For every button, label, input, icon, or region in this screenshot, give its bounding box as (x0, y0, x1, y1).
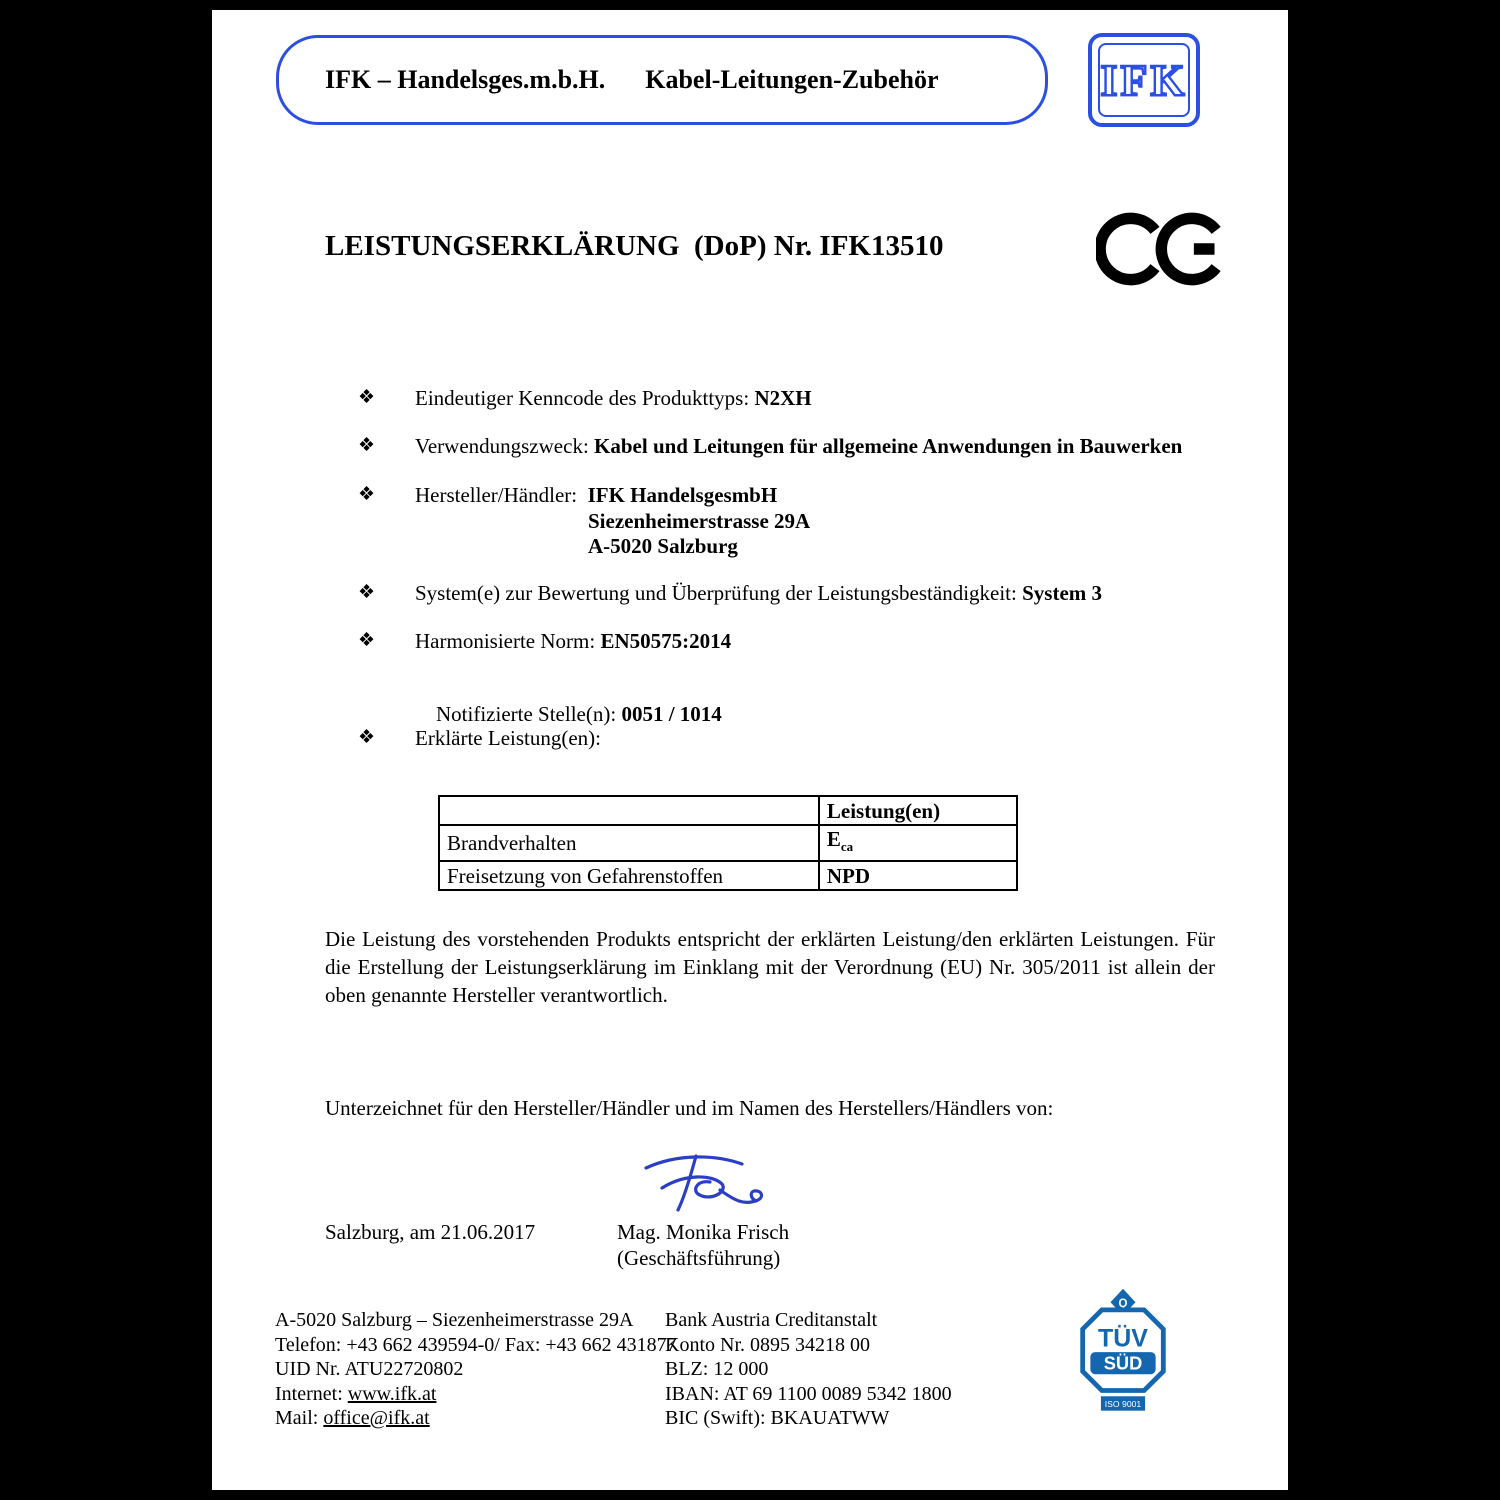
footer-contact-block (275, 1308, 677, 1431)
table-cell-freisetzung: Freisetzung von Gefahrenstoffen (439, 861, 819, 890)
handwritten-signature (640, 1144, 790, 1229)
diamond-bullet-icon: ❖ (358, 484, 376, 505)
table-header-leistung: Leistung(en) (819, 796, 1017, 825)
system-label: System(e) zur Bewertung und Überprüfung der Leistungsbeständigkeit: (415, 581, 1023, 605)
hersteller-label: Hersteller/Händler: (415, 483, 588, 507)
svg-text:ISO 9001: ISO 9001 (1104, 1398, 1142, 1409)
table-header-empty-cell (439, 796, 819, 825)
footer-uid: UID Nr. ATU22720802 (275, 1358, 464, 1380)
leistung-label: Erklärte Leistung(en): (415, 726, 602, 750)
table-header-row (439, 796, 1017, 825)
internet-label: Internet: (275, 1382, 348, 1405)
table-cell-npd: NPD (819, 861, 1017, 890)
footer-bic: BIC (Swift): BKAUATWW (665, 1407, 890, 1429)
svg-text:TÜV: TÜV (1098, 1324, 1148, 1353)
eca-main: E (826, 827, 841, 851)
signer-role: (Geschäftsführung) (617, 1246, 781, 1270)
ifk-logo (1088, 33, 1200, 127)
bullet-item-hersteller (358, 483, 777, 508)
website-link[interactable]: www.ifk.at (347, 1382, 437, 1405)
norm-value: EN50575:2014 (600, 629, 732, 653)
footer-address: A-5020 Salzburg – Siezenheimerstrasse 29A (275, 1309, 634, 1331)
email-link[interactable]: office@ifk.at (323, 1407, 430, 1429)
hersteller-value: IFK HandelsgesmbH (587, 483, 778, 507)
signer-name: Mag. Monika Frisch (617, 1220, 790, 1244)
stelle-value: 0051 / 1014 (621, 702, 722, 726)
footer-blz: BLZ: 12 000 (665, 1358, 769, 1380)
company-name: IFK – Handelsges.m.b.H. (325, 65, 606, 94)
diamond-bullet-icon: ❖ (358, 727, 376, 748)
bullet-item-leistung (358, 726, 601, 751)
declaration-paragraph: Die Leistung des vorstehenden Produkts entspricht der erklärten Leistung/den erklärten Leistungen. Für die Erstellung der Leistungserklärung im Einklang mit der Verordnung (EU) Nr. 305/2011 ist allein der oben genannte Hersteller verantwortlich. (325, 927, 1215, 1007)
hersteller-address-street: Siezenheimerstrasse 29A (588, 509, 811, 533)
footer-iban: IBAN: AT 69 1100 0089 5342 1800 (665, 1382, 952, 1405)
ifk-logo-frame (1098, 43, 1190, 117)
kenncode-label: Eindeutiger Kenncode des Produkttyps: (415, 386, 755, 410)
diamond-bullet-icon: ❖ (358, 387, 376, 408)
svg-text:SÜD: SÜD (1103, 1352, 1143, 1374)
signed-intro-line: Unterzeichnet für den Hersteller/Händler und im Namen des Herstellers/Händlers von: (325, 1096, 1054, 1120)
footer-mail-row (275, 1406, 677, 1431)
ifk-logo-text: IFK (1100, 55, 1188, 105)
document-page (212, 10, 1288, 1490)
table-cell-brandverhalten: Brandverhalten (439, 825, 819, 861)
table-row (439, 825, 1017, 861)
hersteller-address-city: A-5020 Salzburg (588, 534, 738, 558)
table-row (439, 861, 1017, 890)
eca-subscript: ca (840, 839, 854, 855)
diamond-bullet-icon: ❖ (358, 582, 376, 603)
company-tagline: Kabel-Leitungen-Zubehör (645, 65, 939, 94)
bullet-item-verwendungszweck (358, 434, 1182, 459)
kenncode-value: N2XH (754, 386, 812, 410)
footer-konto: Konto Nr. 0895 34218 00 (665, 1333, 870, 1356)
diamond-bullet-icon: ❖ (358, 435, 376, 456)
bullet-item-norm (358, 629, 731, 654)
svg-text:Q: Q (1118, 1298, 1128, 1310)
header-banner (276, 35, 1048, 125)
system-value: System 3 (1022, 581, 1103, 605)
ce-mark-icon (1096, 206, 1226, 292)
bullet-item-system (358, 581, 1102, 606)
footer-internet-row (275, 1382, 677, 1407)
mail-label: Mail: (275, 1407, 324, 1429)
footer-bank: Bank Austria Creditanstalt (665, 1309, 878, 1331)
verwendung-label: Verwendungszweck: (415, 434, 595, 458)
document-title: LEISTUNGSERKLÄRUNG (DoP) Nr. IFK13510 (325, 230, 944, 262)
place-and-date: Salzburg, am 21.06.2017 (325, 1220, 536, 1244)
footer-phone: Telefon: +43 662 439594-0/ Fax: +43 662 431877 (275, 1333, 677, 1356)
diamond-bullet-icon: ❖ (358, 630, 376, 651)
performance-table (438, 795, 1018, 891)
norm-label: Harmonisierte Norm: (415, 629, 601, 653)
bullet-item-kenncode (358, 386, 812, 411)
table-cell-eca (819, 825, 1017, 861)
stelle-label: Notifizierte Stelle(n): (436, 702, 622, 726)
verwendung-value: Kabel und Leitungen für allgemeine Anwendungen in Bauwerken (594, 434, 1183, 458)
tuv-sued-logo (1075, 1288, 1171, 1422)
footer-bank-block (665, 1308, 952, 1431)
